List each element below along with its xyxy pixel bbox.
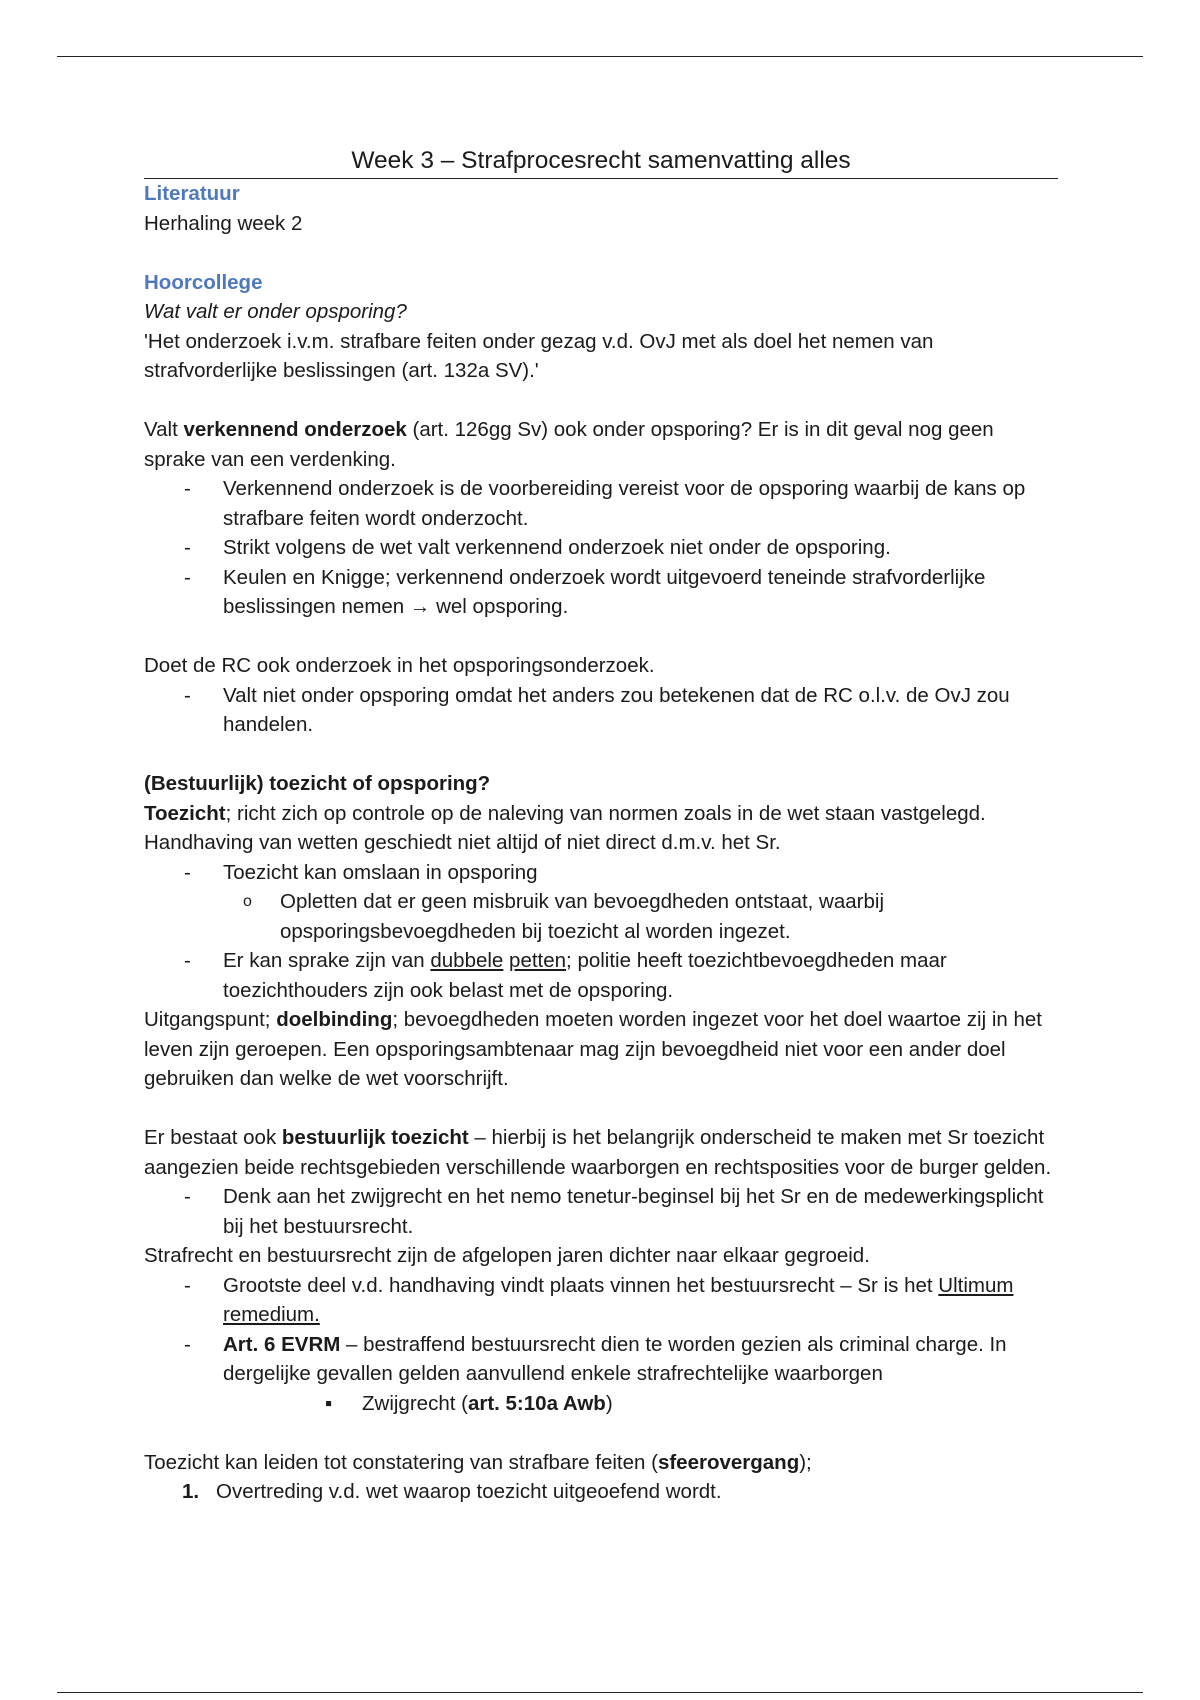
sub-list-item: o Opletten dat er geen misbruik van bevoegdheden ontstaat, waarbij opsporingsbevoegdheden bij toezicht al worden ingezet. bbox=[243, 890, 884, 943]
heading-hoorcollege: Hoorcollege bbox=[144, 270, 263, 294]
strafrecht-paragraph: Strafrecht en bestuursrecht zijn de afgelopen jaren dichter naar elkaar gegroeid. bbox=[144, 1244, 870, 1267]
toezicht-list bbox=[144, 858, 1058, 1006]
list-item: - Verkennend onderzoek is de voorbereiding vereist voor de opsporing waarbij de kans op strafbare feiten wordt onderzocht. bbox=[184, 477, 1026, 530]
toezicht-heading: (Bestuurlijk) toezicht of opsporing? bbox=[144, 772, 491, 795]
verkennend-intro: Valt verkennend onderzoek (art. 126gg Sv) ook onder opsporing? Er is in dit geval nog geen sprake van een verdenking. bbox=[144, 418, 994, 471]
heading-literatuur: Literatuur bbox=[144, 182, 240, 205]
numbered-list-item: 1. Overtreding v.d. wet waarop toezicht uitgeoefend wordt. bbox=[182, 1480, 722, 1503]
document-title: Week 3 – Strafprocesrecht samenvatting alles bbox=[144, 146, 1058, 179]
header-rule bbox=[57, 56, 1143, 57]
rc-intro: Doet de RC ook onderzoek in het opsporingsonderzoek. bbox=[144, 654, 655, 677]
sfeerovergang-list bbox=[144, 1477, 1058, 1507]
list-item: - Grootste deel v.d. handhaving vindt plaats vinnen het bestuursrecht – Sr is het Ultimum remedium. bbox=[184, 1273, 1014, 1326]
list-item: - Strikt volgens de wet valt verkennend onderzoek niet onder de opsporing. bbox=[184, 536, 891, 559]
opsporing-question: Wat valt er onder opsporing? bbox=[144, 300, 407, 323]
list-item: - Keulen en Knigge; verkennend onderzoek wordt uitgevoerd teneinde strafvorderlijke beslissingen nemen → wel opsporing. bbox=[184, 565, 986, 618]
list-item: - Art. 6 EVRM – bestraffend bestuursrecht dien te worden gezien als criminal charge. In dergelijke gevallen gelden aanvullend enkele strafrechtelijke waarborgen bbox=[184, 1332, 1007, 1385]
toezicht-definition: Toezicht; richt zich op controle op de naleving van normen zoals in de wet staan vastgelegd. Handhaving van wetten geschiedt niet altijd of niet direct d.m.v. het Sr. bbox=[144, 801, 986, 854]
sfeerovergang-paragraph: Toezicht kan leiden tot constatering van strafbare feiten (sfeerovergang); bbox=[144, 1450, 812, 1474]
list-item: - Er kan sprake zijn van dubbele petten; politie heeft toezichtbevoegdheden maar toezichthouders zijn ook belast met de opsporing. bbox=[184, 949, 947, 1002]
footer-rule bbox=[57, 1692, 1143, 1693]
bestuurlijk-paragraph: Er bestaat ook bestuurlijk toezicht – hierbij is het belangrijk onderscheid te maken met Sr toezicht aangezien beide rechtsgebieden verschillende waarborgen en rechtsposities voor de burger gelden. bbox=[144, 1126, 1052, 1179]
list-item: - Denk aan het zwijgrecht en het nemo tenetur-beginsel bij het Sr en de medewerkingsplicht bij het bestuursrecht. bbox=[184, 1185, 1044, 1238]
square-list-item: ▪ Zwijgrecht (art. 5:10a Awb) bbox=[325, 1391, 613, 1415]
uitgangspunt-paragraph: Uitgangspunt; doelbinding; bevoegdheden moeten worden ingezet voor het doel waartoe zij in het leven zijn geroepen. Een opsporingsambtenaar mag zijn bevoegdheid niet voor een ander doel gebruiken dan welke de wet voorschrijft. bbox=[144, 1008, 1042, 1090]
list-item: - Valt niet onder opsporing omdat het anders zou betekenen dat de RC o.l.v. de OvJ zou handelen. bbox=[184, 683, 1010, 736]
opsporing-definition: 'Het onderzoek i.v.m. strafbare feiten onder gezag v.d. OvJ met als doel het nemen van strafvorderlijke beslissingen (art. 132a SV).' bbox=[144, 329, 934, 382]
list-item: - Toezicht kan omslaan in opsporing bbox=[184, 860, 538, 884]
bestuurlijk-list bbox=[144, 1182, 1058, 1241]
rc-list bbox=[144, 681, 1058, 740]
strafrecht-list bbox=[144, 1271, 1058, 1419]
verkennend-list bbox=[144, 474, 1058, 622]
document-page bbox=[144, 146, 1058, 1507]
literatuur-text: Herhaling week 2 bbox=[144, 211, 303, 235]
